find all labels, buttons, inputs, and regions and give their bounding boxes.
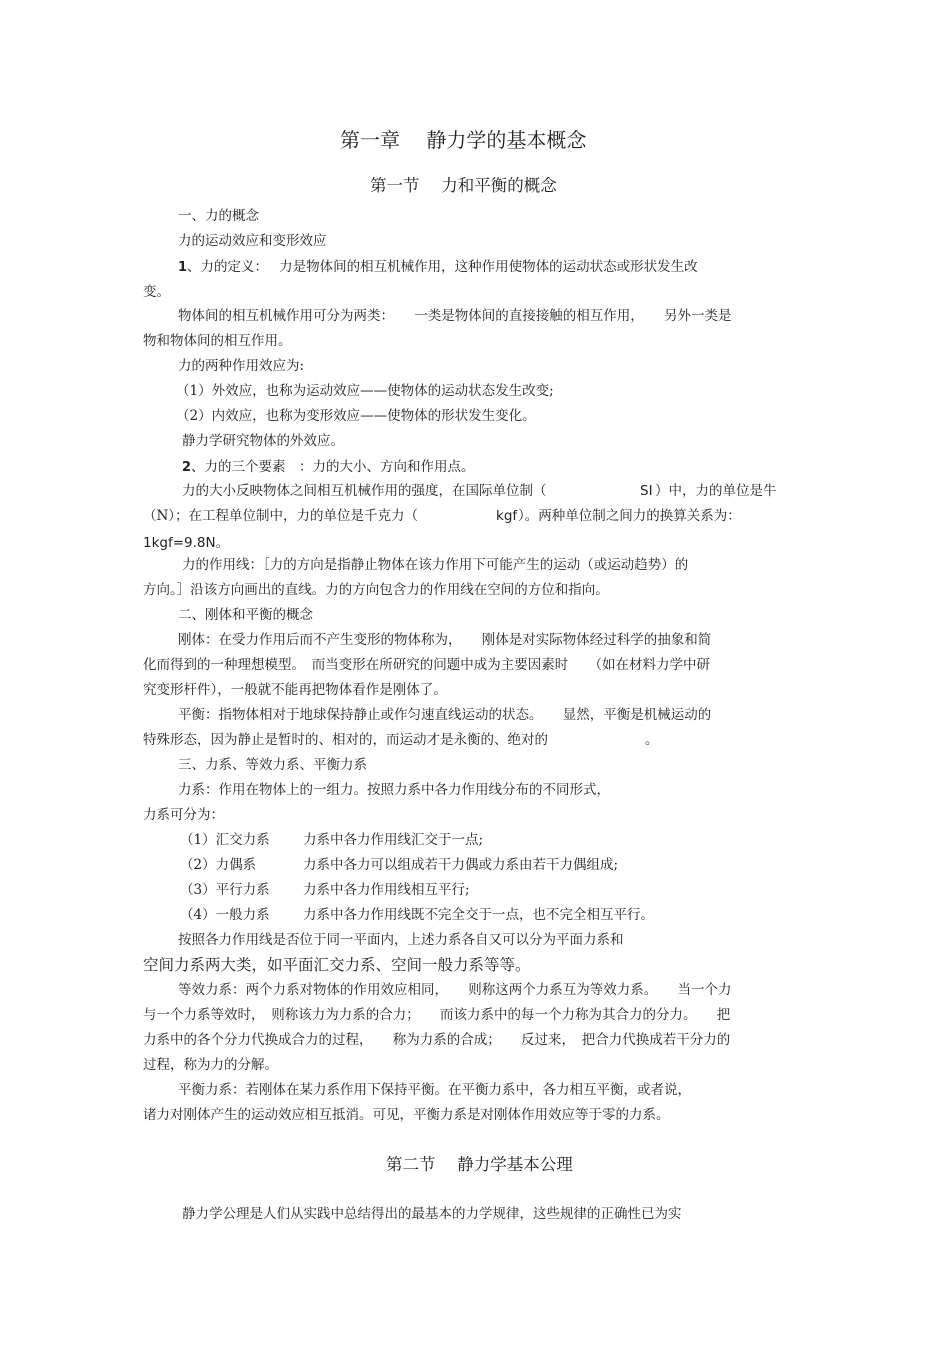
heading: 三、力系、等效力系、平衡力系	[178, 757, 367, 773]
paragraph-line: 静力学研究物体的外效应。	[182, 433, 344, 449]
paragraph-line: 力的两种作用效应为:	[178, 358, 305, 374]
paragraph-line: ）中，力的单位是牛	[655, 483, 777, 499]
paragraph-line: 。	[645, 732, 659, 748]
list-item-label: （4）一般力系	[180, 907, 270, 923]
paragraph-line: 平衡：指物体相对于地球保持静止或作匀速直线运动的状态。 显然，平衡是机械运动的	[178, 707, 712, 723]
paragraph-line: 力的大小反映物体之间相互机械作用的强度，在国际单位制（	[182, 483, 547, 499]
paragraph-line	[143, 535, 229, 551]
paragraph-line: 刚体：在受力作用后而不产生变形的物体称为， 刚体是对实际物体经过科学的抽象和简	[178, 632, 712, 648]
item-number: 2	[182, 460, 192, 475]
paragraph-line: （N）；在工程单位制中，力的单位是千克力（	[143, 508, 419, 524]
paragraph-line	[182, 459, 475, 476]
chapter-title: 第一章 静力学的基本概念	[340, 128, 587, 152]
paragraph-line: 力系中的各个分力代换成合力的过程， 称为力系的合成； 反过来， 把合力代换成若干分力的	[143, 1032, 731, 1048]
unit-abbreviation: kgf	[496, 508, 518, 524]
list-item: （2）内效应，也称为变形效应——使物体的形状发生变化。	[176, 408, 536, 424]
paragraph-line: 按照各力作用线是否位于同一平面内，上述力系各自又可以分为平面力系和	[178, 932, 624, 948]
paragraph-line: 特殊形态，因为静止是暂时的、相对的，而运动才是永衡的、绝对的	[143, 732, 548, 748]
section-title: 第一节 力和平衡的概念	[370, 176, 557, 195]
heading: 二、刚体和平衡的概念	[178, 607, 313, 623]
paragraph-line: 诸力对刚体产生的运动效应相互抵消。可见，平衡力系是对刚体作用效应等于零的力系。	[143, 1107, 670, 1123]
paragraph-line: 力系可分为：	[143, 807, 224, 823]
list-item-text: 力系中各力作用线既不完全交于一点，也不完全相互平行。	[303, 907, 654, 923]
paragraph-line: 方向。］沿该方向画出的直线。力的方向包含力的作用线在空间的方位和指向。	[143, 582, 609, 598]
paragraph-line: 变。	[143, 284, 170, 300]
paragraph-line: 力系：作用在物体上的一组力。按照力系中各力作用线分布的不同形式，	[178, 782, 610, 798]
item-number: 1	[178, 260, 188, 275]
paragraph-line: 平衡力系：若刚体在某力系作用下保持平衡。在平衡力系中，各力相互平衡，或者说，	[178, 1082, 691, 1098]
paragraph-line: 空间力系两大类，如平面汇交力系、空间一般力系等等。	[143, 956, 531, 974]
list-item-label: （1）汇交力系	[180, 832, 270, 848]
formula: 1kgf=9.8N	[143, 535, 216, 551]
paragraph-line: 过程，称为力的分解。	[143, 1057, 278, 1073]
definition-text: 、力的定义： 力是物体间的相互机械作用，这种作用使物体的运动状态或形状发生改	[187, 259, 698, 275]
paragraph-line: ）。两种单位制之间力的换算关系为：	[518, 508, 741, 524]
list-item-label: （3）平行力系	[180, 882, 270, 898]
list-item-text: 力系中各力可以组成若干力偶或力系由若干力偶组成;	[303, 857, 619, 873]
paragraph-line: 静力学公理是人们从实践中总结得出的最基本的力学规律，这些规律的正确性已为实	[182, 1206, 682, 1222]
unit-abbreviation: SI	[640, 483, 653, 499]
punctuation: 。	[215, 535, 230, 551]
paragraph-line: 等效力系：两个力系对物体的作用效应相同， 则称这两个力系互为等效力系。 当一个力	[178, 982, 732, 998]
section-title: 第二节 静力学基本公理	[386, 1155, 573, 1174]
definition-text: 、力的三个要素 ：力的大小、方向和作用点。	[191, 459, 475, 475]
paragraph-line: 力的作用线：［力的方向是指静止物体在该力作用下可能产生的运动（或运动趋势）的	[182, 557, 689, 573]
list-item-text: 力系中各力作用线相互平行;	[303, 882, 470, 898]
heading: 一、力的概念	[178, 208, 259, 224]
list-item-label: （2）力偶系	[180, 857, 257, 873]
list-item: （1）外效应，也称为运动效应——使物体的运动状态发生改变;	[176, 383, 554, 399]
paragraph-line: 物和物体间的相互作用。	[143, 333, 292, 349]
paragraph-line: 力的运动效应和变形效应	[178, 233, 327, 249]
paragraph-line: 与一个力系等效时， 则称该力为力系的合力； 而该力系中的每一个力称为其合力的分力。 把	[143, 1007, 731, 1023]
paragraph-line	[178, 259, 698, 276]
paragraph-line: 究变形杆件），一般就不能再把物体看作是刚体了。	[143, 682, 447, 698]
list-item-text: 力系中各力作用线汇交于一点;	[303, 832, 484, 848]
paragraph-line: 物体间的相互机械作用可分为两类： 一类是物体间的直接接触的相互作用， 另外一类是	[178, 308, 732, 324]
paragraph-line: 化而得到的一种理想模型。 而当变形在所研究的问题中成为主要因素时 （如在材料力学中研	[143, 657, 710, 673]
